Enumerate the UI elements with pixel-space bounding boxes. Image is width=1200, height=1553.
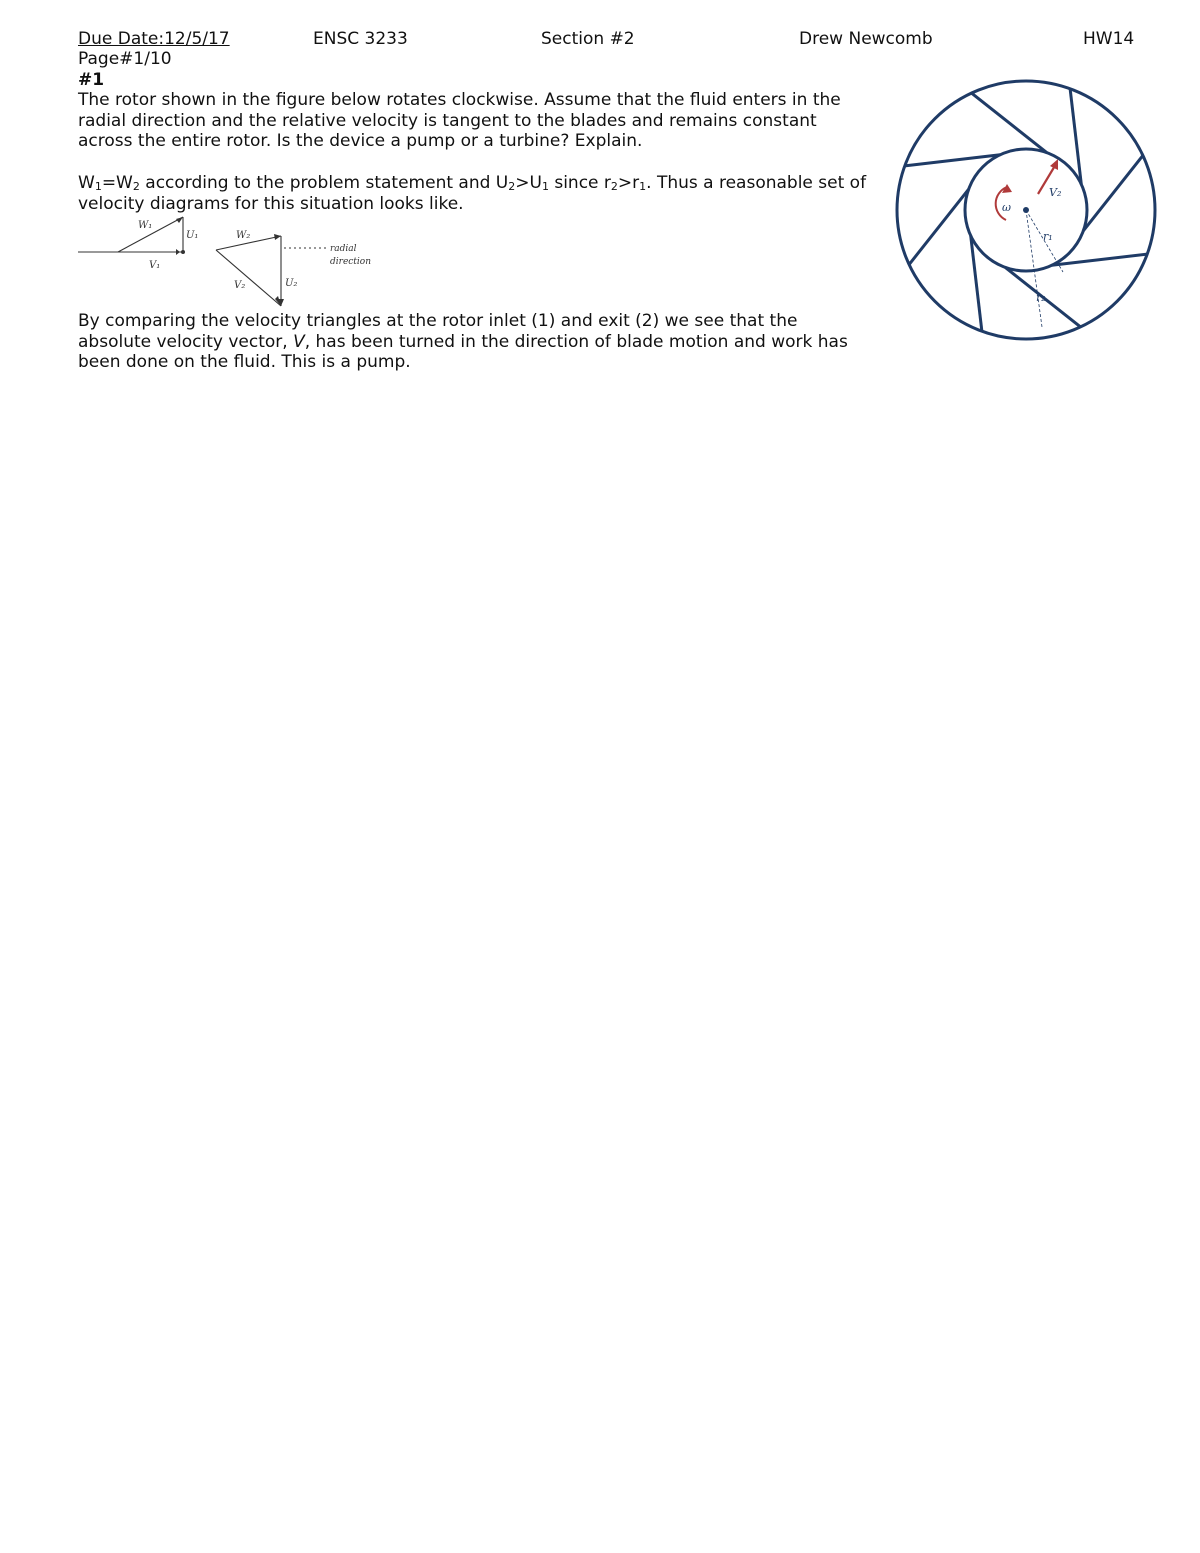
problem-number: #1 [78,70,105,90]
velocity-triangles-diagram [76,214,386,310]
w1-label: W₁ [138,220,153,231]
rotor-blade [971,93,1046,153]
exit-v2-vector [216,250,281,306]
radial-label-line1: radial [330,244,357,254]
due-date: Due Date:12/5/17 [78,29,230,49]
w2-label: W₂ [236,230,251,241]
u2-label: U₂ [285,278,298,289]
v1-arrowhead [176,249,180,255]
w1-arrowhead [176,217,183,223]
rotor-blade [1083,155,1143,230]
page-number: Page#1/10 [78,49,172,69]
rotor-figure [890,72,1166,348]
r2-label: r₂ [1036,291,1046,304]
v2-label: V₂ [1049,186,1062,199]
v1-label: V₁ [149,260,161,271]
author-name: Drew Newcomb [799,29,933,49]
solution-intro: $W_1=W_2$ according to the problem statement and $U_2>U_1$ since $r_2>r_1$. Thus a reasonable set of velocity diagrams for this situation looks like. [78,173,867,214]
conclusion-paragraph: By comparing the velocity triangles at the rotor inlet (1) and exit (2) we see that the absolute velocity vector, V, has been turned in the direction of blade motion and work has been done on the fluid. This is a pump. [78,311,848,372]
problem-statement: The rotor shown in the figure below rotates clockwise. Assume that the fluid enters in the radial direction and the relative velocity is tangent to the blades and remains constant across the entire rotor. Is the device a pump or a turbine? Explain. [78,90,841,151]
radial-label-line2: direction [330,257,372,267]
u1-label: U₁ [186,230,199,241]
rotor-blade [909,189,969,264]
inlet-vertex-dot [181,250,185,254]
section-number: Section #2 [541,29,635,49]
course-code: ENSC 3233 [313,29,408,49]
w2-arrowhead [274,234,281,240]
v2-label: V₂ [234,280,246,291]
omega-label: ω [1002,201,1011,214]
r1-label: r₁ [1043,230,1053,243]
assignment-id: HW14 [1083,29,1135,49]
